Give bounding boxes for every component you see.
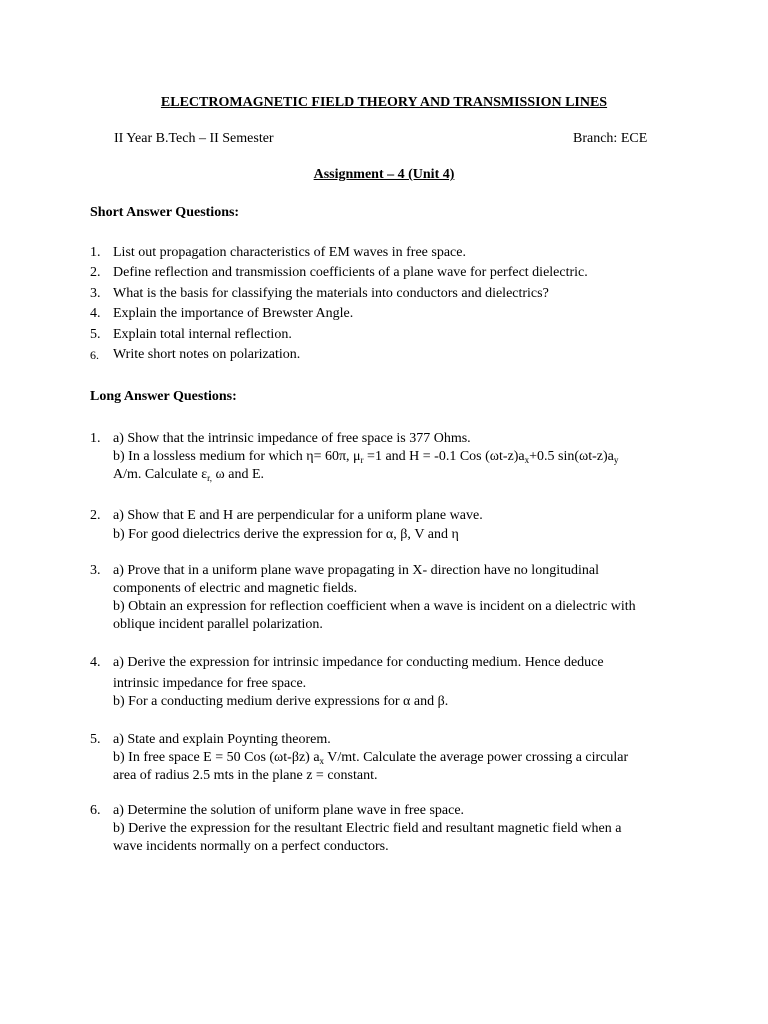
- item-number: 3.: [90, 285, 101, 301]
- question-part-b: b) For good dielectrics derive the expression for α, β, V and η: [113, 527, 459, 542]
- list-item: [90, 264, 690, 284]
- item-number: 4.: [90, 306, 101, 322]
- question-part-a: a) State and explain Poynting theorem.: [113, 732, 331, 747]
- item-text: Write short notes on polarization.: [113, 346, 301, 362]
- list-item: [90, 285, 690, 305]
- document-title: ELECTROMAGNETIC FIELD THEORY AND TRANSMISSION LINES: [160, 95, 608, 110]
- question-part-a: a) Prove that in a uniform plane wave propagating in X- direction have no longitudinal: [113, 563, 599, 578]
- item-number: 4.: [90, 655, 101, 670]
- question-part-b: b) In a lossless medium for which η= 60π, $\mu_r =1$ and H = -0.1 Cos $(\omega t-z)a_x+0.5$ $\sin(\omega t-z)a_y$: [113, 449, 619, 465]
- item-text: Explain the importance of Brewster Angle.: [113, 306, 354, 322]
- item-number: 2.: [90, 265, 101, 281]
- item-text: Define reflection and transmission coefficients of a plane wave for perfect dielectric.: [113, 265, 588, 281]
- item-number: 3.: [90, 563, 101, 578]
- question-part-b-cont: oblique incident parallel polarization.: [113, 617, 323, 632]
- long-question-1: [90, 430, 690, 484]
- question-part-a-cont: intrinsic impedance for free space.: [113, 676, 307, 691]
- item-number: 5.: [90, 326, 101, 342]
- question-part-a-cont: components of electric and magnetic fields.: [113, 581, 358, 596]
- question-part-b: b) For a conducting medium derive expressions for α and β.: [113, 694, 449, 709]
- question-part-a: a) Derive the expression for intrinsic impedance for conducting medium. Hence deduce: [113, 655, 604, 670]
- question-part-b-cont: area of radius 2.5 mts in the plane z = constant.: [113, 768, 378, 783]
- item-number: 6.: [90, 347, 99, 362]
- question-part-b-cont: A/m. Calculate $\varepsilon_{r,}$ ω and E.: [113, 467, 265, 483]
- question-part-b: b) Obtain an expression for reflection coefficient when a wave is incident on a dielectric with: [113, 599, 636, 614]
- question-part-a: a) Show that E and H are perpendicular for a uniform plane wave.: [113, 508, 483, 523]
- item-text: What is the basis for classifying the materials into conductors and dielectrics?: [113, 285, 549, 301]
- list-item: [90, 244, 690, 264]
- list-item: [90, 346, 690, 366]
- long-question-6: [90, 802, 690, 856]
- year-semester: II Year B.Tech – II Semester: [114, 131, 274, 146]
- question-part-b: b) In free space E = 50 Cos (ωt-βz) $a_x$ V/mt. Calculate the average power crossing a circular: [113, 750, 629, 766]
- long-question-5: [90, 731, 690, 785]
- long-question-4: [90, 654, 690, 711]
- item-number: 5.: [90, 732, 101, 747]
- question-part-a: a) Determine the solution of uniform plane wave in free space.: [113, 803, 465, 818]
- item-number: 2.: [90, 508, 101, 523]
- long-question-3: [90, 562, 690, 634]
- item-text: Explain total internal reflection.: [113, 326, 292, 342]
- branch-label: Branch: ECE: [573, 131, 648, 146]
- item-number: 6.: [90, 803, 101, 818]
- assignment-title: Assignment – 4 (Unit 4): [313, 167, 455, 182]
- long-question-2: [90, 507, 690, 544]
- item-text: List out propagation characteristics of EM waves in free space.: [113, 245, 466, 260]
- question-part-b-cont: wave incidents normally on a perfect conductors.: [113, 839, 389, 854]
- question-part-b: b) Derive the expression for the resultant Electric field and resultant magnetic field when a: [113, 821, 622, 836]
- item-number: 1.: [90, 431, 101, 446]
- short-answer-list: [90, 244, 690, 366]
- long-answer-heading: Long Answer Questions:: [90, 389, 237, 404]
- question-part-a: a) Show that the intrinsic impedance of free space is 377 Ohms.: [113, 431, 471, 446]
- item-number: 1.: [90, 245, 101, 260]
- short-answer-heading: Short Answer Questions:: [90, 205, 240, 220]
- list-item: [90, 326, 690, 346]
- list-item: [90, 305, 690, 325]
